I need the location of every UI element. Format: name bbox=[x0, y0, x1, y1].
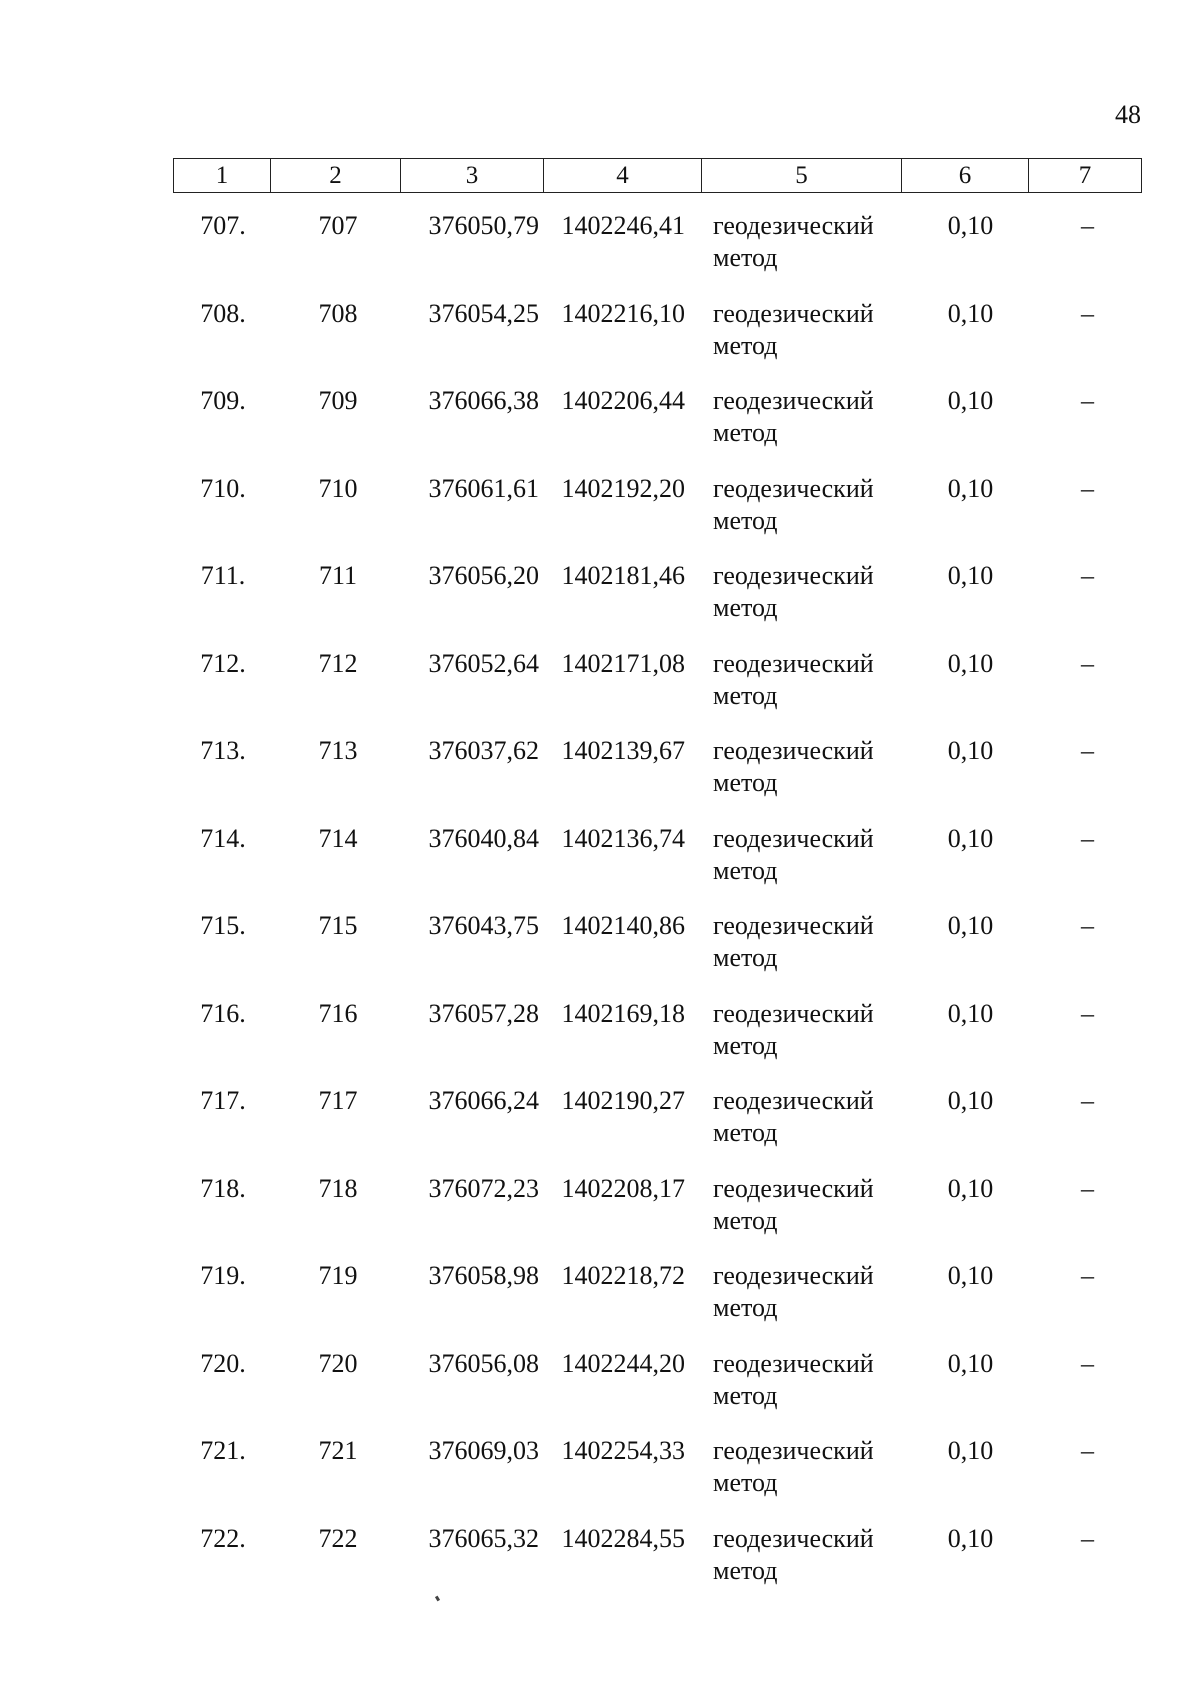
coordinate-y: 1402181,46 bbox=[561, 561, 685, 590]
note-dash: – bbox=[1081, 1348, 1094, 1378]
accuracy-value: 0,10 bbox=[947, 1261, 994, 1290]
method-line-2: метод bbox=[713, 1205, 778, 1235]
method-line-2: метод bbox=[713, 593, 778, 622]
row-number: 717. bbox=[200, 1086, 246, 1115]
coordinate-y: 1402171,08 bbox=[561, 648, 685, 678]
row-number: 718. bbox=[200, 1173, 246, 1203]
point-id: 708 bbox=[318, 298, 358, 328]
table-row bbox=[173, 1435, 1141, 1523]
column-header-4: 4 bbox=[544, 159, 702, 193]
method-cell bbox=[713, 210, 913, 274]
coordinate-y: 1402208,17 bbox=[561, 1173, 685, 1203]
row-number: 709. bbox=[200, 386, 246, 415]
coordinate-x: 376069,03 bbox=[428, 1436, 539, 1465]
point-id: 721 bbox=[318, 1436, 358, 1465]
accuracy-value: 0,10 bbox=[947, 473, 994, 503]
method-line-1: геодезический bbox=[713, 211, 874, 240]
row-number: 712. bbox=[200, 648, 246, 678]
method-cell bbox=[713, 823, 913, 887]
row-number: 721. bbox=[200, 1436, 246, 1465]
accuracy-value: 0,10 bbox=[947, 1173, 994, 1203]
note-dash: – bbox=[1081, 473, 1094, 503]
method-line-2: метод bbox=[713, 1030, 778, 1060]
note-dash: – bbox=[1081, 1173, 1094, 1203]
method-line-1: геодезический bbox=[713, 823, 874, 853]
table-row bbox=[173, 1085, 1141, 1173]
coordinate-x: 376043,75 bbox=[428, 911, 539, 940]
note-dash: – bbox=[1081, 1523, 1094, 1553]
method-line-1: геодезический bbox=[713, 473, 874, 503]
row-number: 707. bbox=[200, 211, 246, 240]
note-dash: – bbox=[1081, 211, 1094, 240]
method-line-2: метод bbox=[713, 418, 778, 447]
table-row bbox=[173, 560, 1141, 648]
method-cell bbox=[713, 1085, 913, 1149]
method-line-2: метод bbox=[713, 1555, 778, 1585]
accuracy-value: 0,10 bbox=[947, 386, 994, 415]
method-cell bbox=[713, 473, 913, 537]
point-id: 713 bbox=[318, 736, 358, 765]
accuracy-value: 0,10 bbox=[947, 211, 994, 240]
note-dash: – bbox=[1081, 736, 1094, 765]
accuracy-value: 0,10 bbox=[947, 1348, 994, 1378]
method-line-1: геодезический bbox=[713, 386, 874, 415]
coordinate-x: 376040,84 bbox=[428, 823, 539, 853]
row-number: 719. bbox=[200, 1261, 246, 1290]
method-line-1: геодезический bbox=[713, 911, 874, 940]
point-id: 711 bbox=[318, 561, 358, 590]
row-number: 720. bbox=[200, 1348, 246, 1378]
method-cell bbox=[713, 648, 913, 712]
column-header-7: 7 bbox=[1029, 159, 1142, 193]
table-row bbox=[173, 910, 1141, 998]
column-header-table bbox=[173, 158, 1142, 193]
coordinate-x: 376057,28 bbox=[428, 998, 539, 1028]
point-id: 715 bbox=[318, 911, 358, 940]
method-line-2: метод bbox=[713, 243, 778, 272]
page-number: 48 bbox=[1115, 100, 1141, 129]
table-row bbox=[173, 648, 1141, 736]
note-dash: – bbox=[1081, 561, 1094, 590]
coordinate-y: 1402139,67 bbox=[561, 736, 685, 765]
column-header-1: 1 bbox=[174, 159, 271, 193]
coordinate-x: 376050,79 bbox=[428, 211, 539, 240]
method-line-1: геодезический bbox=[713, 648, 874, 678]
table-row bbox=[173, 1523, 1141, 1611]
coordinate-x: 376066,24 bbox=[428, 1086, 539, 1115]
row-number: 715. bbox=[200, 911, 246, 940]
note-dash: – bbox=[1081, 1436, 1094, 1465]
coordinate-x: 376052,64 bbox=[428, 648, 539, 678]
method-line-1: геодезический bbox=[713, 1523, 874, 1553]
table-row bbox=[173, 210, 1141, 298]
coordinates-table-body bbox=[173, 210, 1141, 1610]
column-header-6: 6 bbox=[902, 159, 1029, 193]
row-number: 722. bbox=[200, 1523, 246, 1553]
point-id: 720 bbox=[318, 1348, 358, 1378]
accuracy-value: 0,10 bbox=[947, 998, 994, 1028]
coordinate-y: 1402140,86 bbox=[561, 911, 685, 940]
accuracy-value: 0,10 bbox=[947, 1436, 994, 1465]
table-row bbox=[173, 998, 1141, 1086]
coordinate-y: 1402206,44 bbox=[561, 386, 685, 415]
method-line-1: геодезический bbox=[713, 298, 874, 328]
coordinate-y: 1402216,10 bbox=[561, 298, 685, 328]
note-dash: – bbox=[1081, 1086, 1094, 1115]
row-number: 713. bbox=[200, 736, 246, 765]
method-line-2: метод bbox=[713, 505, 778, 535]
coordinate-y: 1402284,55 bbox=[561, 1523, 685, 1553]
method-cell bbox=[713, 998, 913, 1062]
note-dash: – bbox=[1081, 911, 1094, 940]
method-line-2: метод bbox=[713, 330, 778, 360]
table-row bbox=[173, 473, 1141, 561]
method-cell bbox=[713, 910, 913, 974]
method-line-1: геодезический bbox=[713, 998, 874, 1028]
column-header-3: 3 bbox=[401, 159, 544, 193]
method-line-2: метод bbox=[713, 1293, 778, 1322]
coordinate-y: 1402218,72 bbox=[561, 1261, 685, 1290]
coordinate-x: 376072,23 bbox=[428, 1173, 539, 1203]
accuracy-value: 0,10 bbox=[947, 561, 994, 590]
method-cell bbox=[713, 1348, 913, 1412]
method-line-2: метод bbox=[713, 768, 778, 797]
method-line-1: геодезический bbox=[713, 736, 874, 765]
point-id: 719 bbox=[318, 1261, 358, 1290]
coordinate-y: 1402246,41 bbox=[561, 211, 685, 240]
point-id: 707 bbox=[318, 211, 358, 240]
method-line-1: геодезический bbox=[713, 1348, 874, 1378]
method-line-2: метод bbox=[713, 943, 778, 972]
point-id: 718 bbox=[318, 1173, 358, 1203]
row-number: 710. bbox=[200, 473, 246, 503]
accuracy-value: 0,10 bbox=[947, 298, 994, 328]
coordinate-y: 1402192,20 bbox=[561, 473, 685, 503]
row-number: 711. bbox=[200, 561, 246, 590]
note-dash: – bbox=[1081, 998, 1094, 1028]
row-number: 714. bbox=[200, 823, 246, 853]
table-row bbox=[173, 385, 1141, 473]
method-line-2: метод bbox=[713, 1468, 778, 1497]
coordinate-x: 376066,38 bbox=[428, 386, 539, 415]
row-number: 708. bbox=[200, 298, 246, 328]
method-line-2: метод bbox=[713, 855, 778, 885]
method-cell bbox=[713, 1173, 913, 1237]
coordinate-x: 376058,98 bbox=[428, 1261, 539, 1290]
method-line-1: геодезический bbox=[713, 561, 874, 590]
method-line-1: геодезический bbox=[713, 1173, 874, 1203]
note-dash: – bbox=[1081, 298, 1094, 328]
coordinate-y: 1402244,20 bbox=[561, 1348, 685, 1378]
table-row bbox=[173, 298, 1141, 386]
point-id: 717 bbox=[318, 1086, 358, 1115]
table-row bbox=[173, 1260, 1141, 1348]
method-line-1: геодезический bbox=[713, 1261, 874, 1290]
coordinate-x: 376056,20 bbox=[428, 561, 539, 590]
coordinate-y: 1402190,27 bbox=[561, 1086, 685, 1115]
accuracy-value: 0,10 bbox=[947, 911, 994, 940]
point-id: 714 bbox=[318, 823, 358, 853]
accuracy-value: 0,10 bbox=[947, 1086, 994, 1115]
method-cell bbox=[713, 560, 913, 624]
point-id: 709 bbox=[318, 386, 358, 415]
row-number: 716. bbox=[200, 998, 246, 1028]
table-row bbox=[173, 1173, 1141, 1261]
column-header-5: 5 bbox=[702, 159, 902, 193]
accuracy-value: 0,10 bbox=[947, 736, 994, 765]
table-row bbox=[173, 823, 1141, 911]
note-dash: – bbox=[1081, 1261, 1094, 1290]
point-id: 712 bbox=[318, 648, 358, 678]
column-header-2: 2 bbox=[271, 159, 401, 193]
point-id: 722 bbox=[318, 1523, 358, 1553]
method-cell bbox=[713, 1435, 913, 1499]
accuracy-value: 0,10 bbox=[947, 1523, 994, 1553]
note-dash: – bbox=[1081, 823, 1094, 853]
method-cell bbox=[713, 1260, 913, 1324]
table-row bbox=[173, 1348, 1141, 1436]
point-id: 716 bbox=[318, 998, 358, 1028]
method-line-2: метод bbox=[713, 1118, 778, 1147]
method-cell bbox=[713, 1523, 913, 1587]
note-dash: – bbox=[1081, 648, 1094, 678]
point-id: 710 bbox=[318, 473, 358, 503]
accuracy-value: 0,10 bbox=[947, 823, 994, 853]
method-cell bbox=[713, 385, 913, 449]
note-dash: – bbox=[1081, 386, 1094, 415]
coordinate-y: 1402169,18 bbox=[561, 998, 685, 1028]
method-line-1: геодезический bbox=[713, 1086, 874, 1115]
method-cell bbox=[713, 735, 913, 799]
table-row bbox=[173, 735, 1141, 823]
coordinate-x: 376061,61 bbox=[428, 473, 539, 503]
coordinate-y: 1402136,74 bbox=[561, 823, 685, 853]
accuracy-value: 0,10 bbox=[947, 648, 994, 678]
coordinate-x: 376065,32 bbox=[428, 1523, 539, 1553]
coordinate-y: 1402254,33 bbox=[561, 1436, 685, 1465]
method-line-1: геодезический bbox=[713, 1436, 874, 1465]
method-line-2: метод bbox=[713, 680, 778, 710]
method-line-2: метод bbox=[713, 1380, 778, 1410]
coordinate-x: 376056,08 bbox=[428, 1348, 539, 1378]
coordinate-x: 376037,62 bbox=[428, 736, 539, 765]
method-cell bbox=[713, 298, 913, 362]
coordinate-x: 376054,25 bbox=[428, 298, 539, 328]
column-header-row bbox=[174, 159, 1142, 193]
